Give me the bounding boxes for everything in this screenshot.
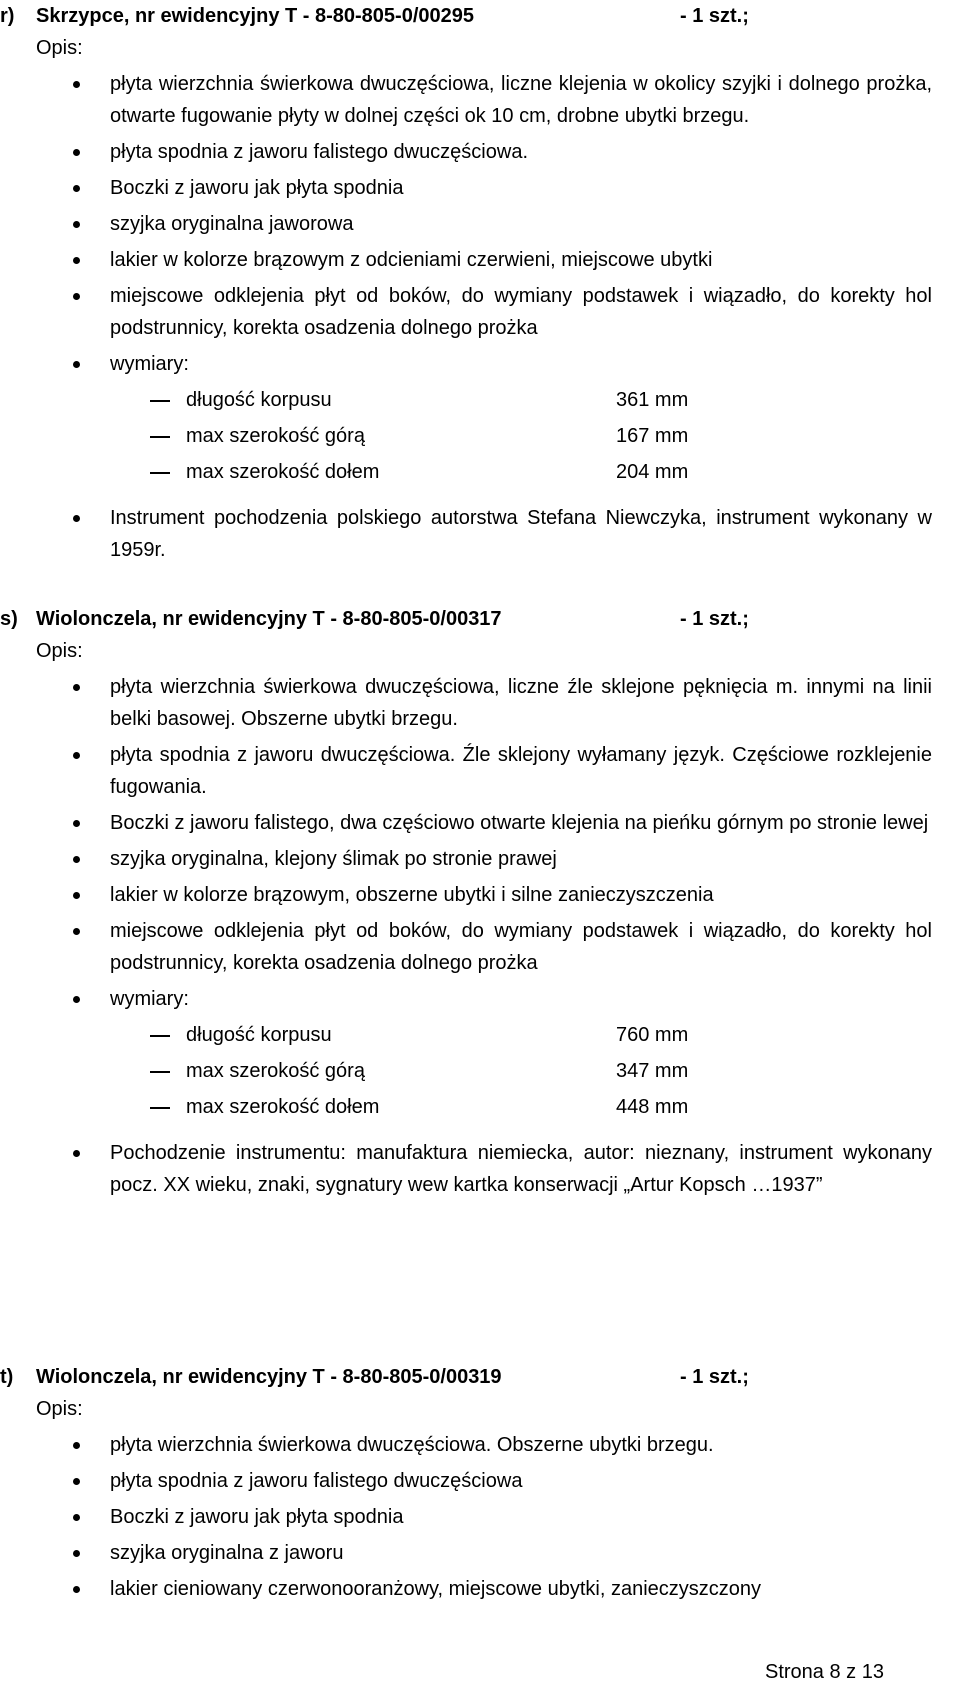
dimensions-list bbox=[0, 1019, 960, 1123]
list-item: wymiary: bbox=[0, 348, 932, 380]
section-quantity: - 1 szt.; bbox=[680, 1366, 749, 1388]
list-item: szyjka oryginalna jaworowa bbox=[0, 208, 932, 240]
list-item: płyta spodnia z jaworu falistego dwuczęściowa bbox=[0, 1465, 932, 1497]
dimension-row: max szerokość górą 347 mm bbox=[0, 1055, 960, 1087]
list-item: lakier cieniowany czerwonooranżowy, miejscowe ubytki, zanieczyszczony bbox=[0, 1573, 932, 1605]
list-item: płyta wierzchnia świerkowa dwuczęściowa. Obszerne ubytki brzegu. bbox=[0, 1429, 932, 1461]
note-list bbox=[0, 1137, 960, 1201]
list-item: Boczki z jaworu jak płyta spodnia bbox=[0, 172, 932, 204]
dimension-row: długość korpusu 361 mm bbox=[0, 384, 960, 416]
section-heading bbox=[0, 603, 960, 635]
dimension-row: długość korpusu 760 mm bbox=[0, 1019, 960, 1051]
description-list bbox=[0, 1429, 960, 1605]
opis-label: Opis: bbox=[36, 640, 83, 662]
section-letter: s) bbox=[0, 608, 18, 630]
opis-label: Opis: bbox=[36, 1398, 83, 1420]
bullet-icon bbox=[73, 361, 80, 368]
list-item: płyta spodnia z jaworu falistego dwuczęściowa. bbox=[0, 136, 932, 168]
bullet-icon bbox=[73, 1514, 80, 1521]
bullet-icon bbox=[73, 892, 80, 899]
bullet-icon bbox=[73, 257, 80, 264]
section-s bbox=[0, 603, 960, 1205]
description-list bbox=[0, 68, 960, 380]
dash-icon bbox=[150, 400, 170, 402]
list-item: Instrument pochodzenia polskiego autorstwa Stefana Niewczyka, instrument wykonany w 1959r. bbox=[0, 502, 932, 566]
dimension-row: max szerokość dołem 204 mm bbox=[0, 456, 960, 488]
bullet-icon bbox=[73, 928, 80, 935]
dash-icon bbox=[150, 472, 170, 474]
bullet-icon bbox=[73, 684, 80, 691]
page-number: Strona 8 z 13 bbox=[765, 1661, 884, 1683]
dimension-row: max szerokość górą 167 mm bbox=[0, 420, 960, 452]
list-item: lakier w kolorze brązowym z odcieniami czerwieni, miejscowe ubytki bbox=[0, 244, 932, 276]
bullet-icon bbox=[73, 149, 80, 156]
description-list bbox=[0, 671, 960, 1015]
bullet-icon bbox=[73, 856, 80, 863]
bullet-icon bbox=[73, 81, 80, 88]
bullet-icon bbox=[73, 1478, 80, 1485]
bullet-icon bbox=[73, 185, 80, 192]
list-item: szyjka oryginalna z jaworu bbox=[0, 1537, 932, 1569]
bullet-icon bbox=[73, 1550, 80, 1557]
section-heading bbox=[0, 0, 960, 32]
section-title: Wiolonczela, nr ewidencyjny T - 8-80-805-0/00319 bbox=[36, 1366, 502, 1388]
list-item: płyta wierzchnia świerkowa dwuczęściowa, liczne źle sklejone pęknięcia m. innymi na linii belki basowej. Obszerne ubytki brzegu. bbox=[0, 671, 932, 735]
bullet-icon bbox=[73, 1150, 80, 1157]
list-item: lakier w kolorze brązowym, obszerne ubytki i silne zanieczyszczenia bbox=[0, 879, 932, 911]
list-item: Boczki z jaworu jak płyta spodnia bbox=[0, 1501, 932, 1533]
bullet-icon bbox=[73, 1586, 80, 1593]
list-item: Pochodzenie instrumentu: manufaktura niemiecka, autor: nieznany, instrument wykonany pocz. XX wieku, znaki, sygnatury wew kartka konserwacji „Artur Kopsch …1937” bbox=[0, 1137, 932, 1201]
dash-icon bbox=[150, 1107, 170, 1109]
list-item: płyta wierzchnia świerkowa dwuczęściowa, liczne klejenia w okolicy szyjki i dolnego prożka, otwarte fugowanie płyty w dolnej części ok 10 cm, drobne ubytki brzegu. bbox=[0, 68, 932, 132]
section-title: Wiolonczela, nr ewidencyjny T - 8-80-805-0/00317 bbox=[36, 608, 502, 630]
list-item: płyta spodnia z jaworu dwuczęściowa. Źle sklejony wyłamany język. Częściowe rozklejenie fugowania. bbox=[0, 739, 932, 803]
dimension-row: max szerokość dołem 448 mm bbox=[0, 1091, 960, 1123]
bullet-icon bbox=[73, 752, 80, 759]
section-letter: t) bbox=[0, 1366, 14, 1388]
bullet-icon bbox=[73, 1442, 80, 1449]
bullet-icon bbox=[73, 515, 80, 522]
list-item: miejscowe odklejenia płyt od boków, do wymiany podstawek i wiązadło, do korekty hol podstrunnicy, korekta osadzenia dolnego prożka bbox=[0, 915, 932, 979]
section-quantity: - 1 szt.; bbox=[680, 5, 749, 27]
section-heading bbox=[0, 1361, 960, 1393]
bullet-icon bbox=[73, 820, 80, 827]
opis-label: Opis: bbox=[36, 37, 83, 59]
section-t bbox=[0, 1361, 960, 1609]
section-title: Skrzypce, nr ewidencyjny T - 8-80-805-0/00295 bbox=[36, 5, 474, 27]
bullet-icon bbox=[73, 996, 80, 1003]
list-item: szyjka oryginalna, klejony ślimak po stronie prawej bbox=[0, 843, 932, 875]
dash-icon bbox=[150, 1071, 170, 1073]
dash-icon bbox=[150, 436, 170, 438]
list-item: Boczki z jaworu falistego, dwa częściowo otwarte klejenia na pieńku górnym po stronie lewej bbox=[0, 807, 932, 839]
dash-icon bbox=[150, 1035, 170, 1037]
section-r bbox=[0, 0, 960, 570]
dimensions-list bbox=[0, 384, 960, 488]
section-letter: r) bbox=[0, 5, 15, 27]
bullet-icon bbox=[73, 221, 80, 228]
list-item: miejscowe odklejenia płyt od boków, do wymiany podstawek i wiązadło, do korekty hol podstrunnicy, korekta osadzenia dolnego prożka bbox=[0, 280, 932, 344]
note-list bbox=[0, 502, 960, 566]
list-item: wymiary: bbox=[0, 983, 932, 1015]
bullet-icon bbox=[73, 293, 80, 300]
section-quantity: - 1 szt.; bbox=[680, 608, 749, 630]
